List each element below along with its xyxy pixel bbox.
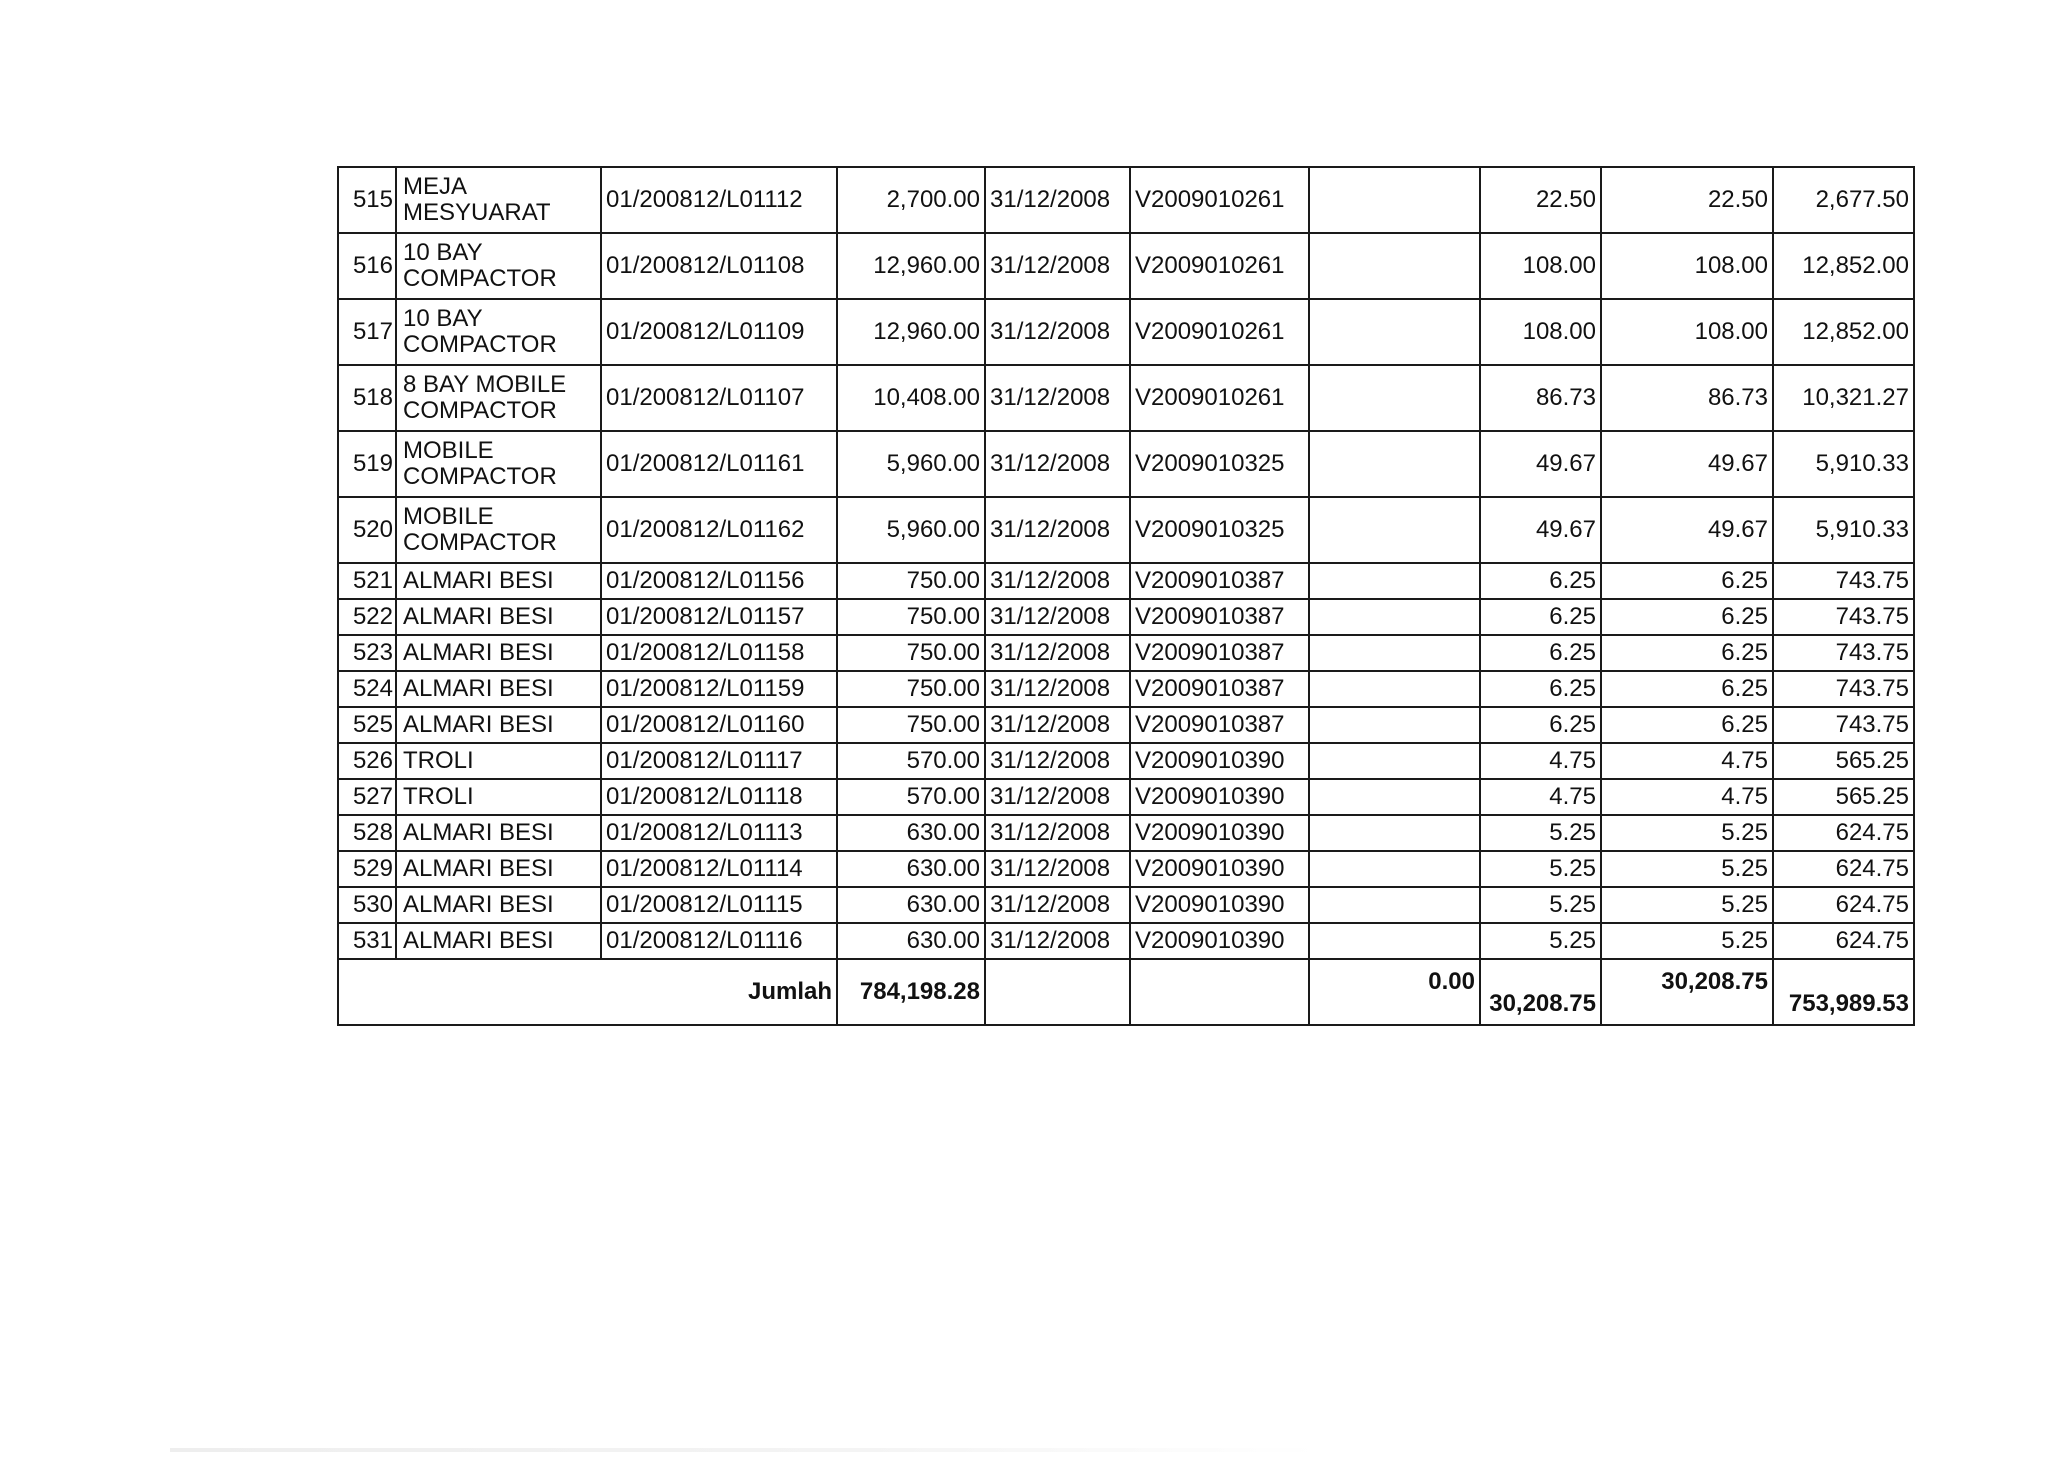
asset-code: 01/200812/L01118 bbox=[601, 779, 837, 815]
net-book-value: 2,677.50 bbox=[1773, 167, 1914, 233]
row-number: 523 bbox=[338, 635, 396, 671]
net-book-value: 5,910.33 bbox=[1773, 497, 1914, 563]
item-description: 10 BAY COMPACTOR bbox=[396, 299, 601, 365]
accumulated-depreciation: 5.25 bbox=[1601, 887, 1773, 923]
acquired-date: 31/12/2008 bbox=[985, 779, 1130, 815]
net-book-value: 12,852.00 bbox=[1773, 233, 1914, 299]
item-description: MEJA MESYUARAT bbox=[396, 167, 601, 233]
accumulated-depreciation: 49.67 bbox=[1601, 497, 1773, 563]
acquired-date: 31/12/2008 bbox=[985, 365, 1130, 431]
cost-value: 750.00 bbox=[837, 599, 985, 635]
empty-column bbox=[1309, 563, 1480, 599]
cost-value: 750.00 bbox=[837, 707, 985, 743]
asset-code: 01/200812/L01112 bbox=[601, 167, 837, 233]
empty-column bbox=[1309, 779, 1480, 815]
accumulated-depreciation: 108.00 bbox=[1601, 233, 1773, 299]
depreciation-value: 5.25 bbox=[1480, 815, 1601, 851]
accumulated-depreciation: 4.75 bbox=[1601, 779, 1773, 815]
accumulated-depreciation: 108.00 bbox=[1601, 299, 1773, 365]
asset-code: 01/200812/L01161 bbox=[601, 431, 837, 497]
table-row bbox=[338, 167, 1914, 233]
voucher-number: V2009010261 bbox=[1130, 299, 1309, 365]
row-number: 516 bbox=[338, 233, 396, 299]
cost-value: 750.00 bbox=[837, 563, 985, 599]
row-number: 519 bbox=[338, 431, 396, 497]
empty-column bbox=[1309, 707, 1480, 743]
row-number: 520 bbox=[338, 497, 396, 563]
row-number: 525 bbox=[338, 707, 396, 743]
cost-value: 630.00 bbox=[837, 851, 985, 887]
item-description: ALMARI BESI bbox=[396, 707, 601, 743]
accumulated-depreciation: 6.25 bbox=[1601, 671, 1773, 707]
voucher-number: V2009010387 bbox=[1130, 563, 1309, 599]
voucher-number: V2009010261 bbox=[1130, 167, 1309, 233]
row-number: 522 bbox=[338, 599, 396, 635]
cost-value: 570.00 bbox=[837, 743, 985, 779]
empty-column bbox=[1309, 431, 1480, 497]
empty-column bbox=[1309, 233, 1480, 299]
total-empty-voucher bbox=[1130, 959, 1309, 1025]
empty-column bbox=[1309, 599, 1480, 635]
table-row bbox=[338, 365, 1914, 431]
voucher-number: V2009010325 bbox=[1130, 497, 1309, 563]
empty-column bbox=[1309, 887, 1480, 923]
acquired-date: 31/12/2008 bbox=[985, 233, 1130, 299]
empty-column bbox=[1309, 851, 1480, 887]
acquired-date: 31/12/2008 bbox=[985, 635, 1130, 671]
asset-code: 01/200812/L01159 bbox=[601, 671, 837, 707]
net-book-value: 565.25 bbox=[1773, 743, 1914, 779]
row-number: 527 bbox=[338, 779, 396, 815]
cost-value: 10,408.00 bbox=[837, 365, 985, 431]
depreciation-value: 5.25 bbox=[1480, 923, 1601, 959]
asset-code: 01/200812/L01117 bbox=[601, 743, 837, 779]
cost-value: 12,960.00 bbox=[837, 299, 985, 365]
accumulated-depreciation: 5.25 bbox=[1601, 815, 1773, 851]
table-row bbox=[338, 671, 1914, 707]
net-book-value: 624.75 bbox=[1773, 851, 1914, 887]
row-number: 524 bbox=[338, 671, 396, 707]
depreciation-value: 86.73 bbox=[1480, 365, 1601, 431]
item-description: ALMARI BESI bbox=[396, 599, 601, 635]
net-book-value: 565.25 bbox=[1773, 779, 1914, 815]
accumulated-depreciation: 6.25 bbox=[1601, 635, 1773, 671]
item-description: MOBILE COMPACTOR bbox=[396, 431, 601, 497]
net-book-value: 5,910.33 bbox=[1773, 431, 1914, 497]
accumulated-depreciation: 49.67 bbox=[1601, 431, 1773, 497]
item-description: ALMARI BESI bbox=[396, 923, 601, 959]
empty-column bbox=[1309, 635, 1480, 671]
row-number: 526 bbox=[338, 743, 396, 779]
depreciation-value: 49.67 bbox=[1480, 431, 1601, 497]
asset-code: 01/200812/L01157 bbox=[601, 599, 837, 635]
item-description: ALMARI BESI bbox=[396, 563, 601, 599]
acquired-date: 31/12/2008 bbox=[985, 671, 1130, 707]
total-row bbox=[338, 959, 1914, 1025]
net-book-value: 743.75 bbox=[1773, 635, 1914, 671]
acquired-date: 31/12/2008 bbox=[985, 887, 1130, 923]
voucher-number: V2009010390 bbox=[1130, 815, 1309, 851]
net-book-value: 10,321.27 bbox=[1773, 365, 1914, 431]
cost-value: 630.00 bbox=[837, 887, 985, 923]
asset-code: 01/200812/L01109 bbox=[601, 299, 837, 365]
asset-code: 01/200812/L01108 bbox=[601, 233, 837, 299]
cost-value: 750.00 bbox=[837, 671, 985, 707]
depreciation-value: 6.25 bbox=[1480, 707, 1601, 743]
depreciation-value: 108.00 bbox=[1480, 233, 1601, 299]
empty-column bbox=[1309, 815, 1480, 851]
empty-column bbox=[1309, 365, 1480, 431]
empty-column bbox=[1309, 167, 1480, 233]
asset-code: 01/200812/L01162 bbox=[601, 497, 837, 563]
asset-code: 01/200812/L01114 bbox=[601, 851, 837, 887]
depreciation-value: 6.25 bbox=[1480, 599, 1601, 635]
acquired-date: 31/12/2008 bbox=[985, 563, 1130, 599]
item-description: ALMARI BESI bbox=[396, 887, 601, 923]
accumulated-depreciation: 86.73 bbox=[1601, 365, 1773, 431]
acquired-date: 31/12/2008 bbox=[985, 497, 1130, 563]
voucher-number: V2009010390 bbox=[1130, 779, 1309, 815]
net-book-value: 743.75 bbox=[1773, 671, 1914, 707]
total-dep2: 30,208.75 bbox=[1601, 959, 1773, 1025]
acquired-date: 31/12/2008 bbox=[985, 599, 1130, 635]
depreciation-value: 6.25 bbox=[1480, 635, 1601, 671]
accumulated-depreciation: 5.25 bbox=[1601, 923, 1773, 959]
asset-table bbox=[337, 166, 1915, 1026]
cost-value: 570.00 bbox=[837, 779, 985, 815]
voucher-number: V2009010387 bbox=[1130, 671, 1309, 707]
depreciation-value: 4.75 bbox=[1480, 779, 1601, 815]
voucher-number: V2009010387 bbox=[1130, 599, 1309, 635]
voucher-number: V2009010261 bbox=[1130, 365, 1309, 431]
total-empty-date bbox=[985, 959, 1130, 1025]
table-row bbox=[338, 563, 1914, 599]
net-book-value: 624.75 bbox=[1773, 923, 1914, 959]
table-row bbox=[338, 431, 1914, 497]
voucher-number: V2009010390 bbox=[1130, 923, 1309, 959]
asset-code: 01/200812/L01116 bbox=[601, 923, 837, 959]
voucher-number: V2009010325 bbox=[1130, 431, 1309, 497]
acquired-date: 31/12/2008 bbox=[985, 299, 1130, 365]
table-row bbox=[338, 851, 1914, 887]
asset-code: 01/200812/L01107 bbox=[601, 365, 837, 431]
total-cost: 784,198.28 bbox=[837, 959, 985, 1025]
item-description: ALMARI BESI bbox=[396, 815, 601, 851]
cost-value: 2,700.00 bbox=[837, 167, 985, 233]
acquired-date: 31/12/2008 bbox=[985, 815, 1130, 851]
accumulated-depreciation: 6.25 bbox=[1601, 599, 1773, 635]
voucher-number: V2009010390 bbox=[1130, 743, 1309, 779]
row-number: 531 bbox=[338, 923, 396, 959]
cost-value: 12,960.00 bbox=[837, 233, 985, 299]
empty-column bbox=[1309, 743, 1480, 779]
table-row bbox=[338, 299, 1914, 365]
accumulated-depreciation: 6.25 bbox=[1601, 707, 1773, 743]
row-number: 518 bbox=[338, 365, 396, 431]
empty-column bbox=[1309, 299, 1480, 365]
asset-code: 01/200812/L01160 bbox=[601, 707, 837, 743]
voucher-number: V2009010387 bbox=[1130, 707, 1309, 743]
item-description: 10 BAY COMPACTOR bbox=[396, 233, 601, 299]
item-description: TROLI bbox=[396, 779, 601, 815]
row-number: 528 bbox=[338, 815, 396, 851]
asset-code: 01/200812/L01156 bbox=[601, 563, 837, 599]
accumulated-depreciation: 6.25 bbox=[1601, 563, 1773, 599]
acquired-date: 31/12/2008 bbox=[985, 707, 1130, 743]
table-body bbox=[338, 167, 1914, 959]
acquired-date: 31/12/2008 bbox=[985, 923, 1130, 959]
row-number: 529 bbox=[338, 851, 396, 887]
table-row bbox=[338, 779, 1914, 815]
table-row bbox=[338, 635, 1914, 671]
row-number: 515 bbox=[338, 167, 396, 233]
net-book-value: 12,852.00 bbox=[1773, 299, 1914, 365]
depreciation-value: 6.25 bbox=[1480, 671, 1601, 707]
total-label: Jumlah bbox=[338, 959, 837, 1025]
depreciation-value: 5.25 bbox=[1480, 887, 1601, 923]
total-dep1: 30,208.75 bbox=[1480, 959, 1601, 1025]
item-description: 8 BAY MOBILE COMPACTOR bbox=[396, 365, 601, 431]
acquired-date: 31/12/2008 bbox=[985, 851, 1130, 887]
acquired-date: 31/12/2008 bbox=[985, 167, 1130, 233]
accumulated-depreciation: 22.50 bbox=[1601, 167, 1773, 233]
net-book-value: 624.75 bbox=[1773, 887, 1914, 923]
table-footer bbox=[338, 959, 1914, 1025]
scan-artifact-line bbox=[170, 1448, 1320, 1452]
empty-column bbox=[1309, 671, 1480, 707]
total-zero: 0.00 bbox=[1309, 959, 1480, 1025]
depreciation-value: 6.25 bbox=[1480, 563, 1601, 599]
accumulated-depreciation: 5.25 bbox=[1601, 851, 1773, 887]
acquired-date: 31/12/2008 bbox=[985, 431, 1130, 497]
depreciation-value: 49.67 bbox=[1480, 497, 1601, 563]
asset-code: 01/200812/L01158 bbox=[601, 635, 837, 671]
table-row bbox=[338, 923, 1914, 959]
item-description: ALMARI BESI bbox=[396, 851, 601, 887]
net-book-value: 743.75 bbox=[1773, 599, 1914, 635]
cost-value: 5,960.00 bbox=[837, 497, 985, 563]
row-number: 521 bbox=[338, 563, 396, 599]
net-book-value: 743.75 bbox=[1773, 707, 1914, 743]
row-number: 530 bbox=[338, 887, 396, 923]
item-description: MOBILE COMPACTOR bbox=[396, 497, 601, 563]
voucher-number: V2009010261 bbox=[1130, 233, 1309, 299]
voucher-number: V2009010390 bbox=[1130, 851, 1309, 887]
item-description: TROLI bbox=[396, 743, 601, 779]
cost-value: 630.00 bbox=[837, 923, 985, 959]
depreciation-value: 108.00 bbox=[1480, 299, 1601, 365]
asset-code: 01/200812/L01113 bbox=[601, 815, 837, 851]
item-description: ALMARI BESI bbox=[396, 671, 601, 707]
voucher-number: V2009010390 bbox=[1130, 887, 1309, 923]
acquired-date: 31/12/2008 bbox=[985, 743, 1130, 779]
item-description: ALMARI BESI bbox=[396, 635, 601, 671]
net-book-value: 624.75 bbox=[1773, 815, 1914, 851]
table-row bbox=[338, 815, 1914, 851]
row-number: 517 bbox=[338, 299, 396, 365]
total-net: 753,989.53 bbox=[1773, 959, 1914, 1025]
cost-value: 750.00 bbox=[837, 635, 985, 671]
table-row bbox=[338, 497, 1914, 563]
accumulated-depreciation: 4.75 bbox=[1601, 743, 1773, 779]
table-row bbox=[338, 233, 1914, 299]
asset-code: 01/200812/L01115 bbox=[601, 887, 837, 923]
depreciation-value: 22.50 bbox=[1480, 167, 1601, 233]
table-row bbox=[338, 743, 1914, 779]
empty-column bbox=[1309, 497, 1480, 563]
net-book-value: 743.75 bbox=[1773, 563, 1914, 599]
table-row bbox=[338, 599, 1914, 635]
table-row bbox=[338, 707, 1914, 743]
cost-value: 630.00 bbox=[837, 815, 985, 851]
table-row bbox=[338, 887, 1914, 923]
cost-value: 5,960.00 bbox=[837, 431, 985, 497]
depreciation-value: 4.75 bbox=[1480, 743, 1601, 779]
empty-column bbox=[1309, 923, 1480, 959]
depreciation-value: 5.25 bbox=[1480, 851, 1601, 887]
voucher-number: V2009010387 bbox=[1130, 635, 1309, 671]
